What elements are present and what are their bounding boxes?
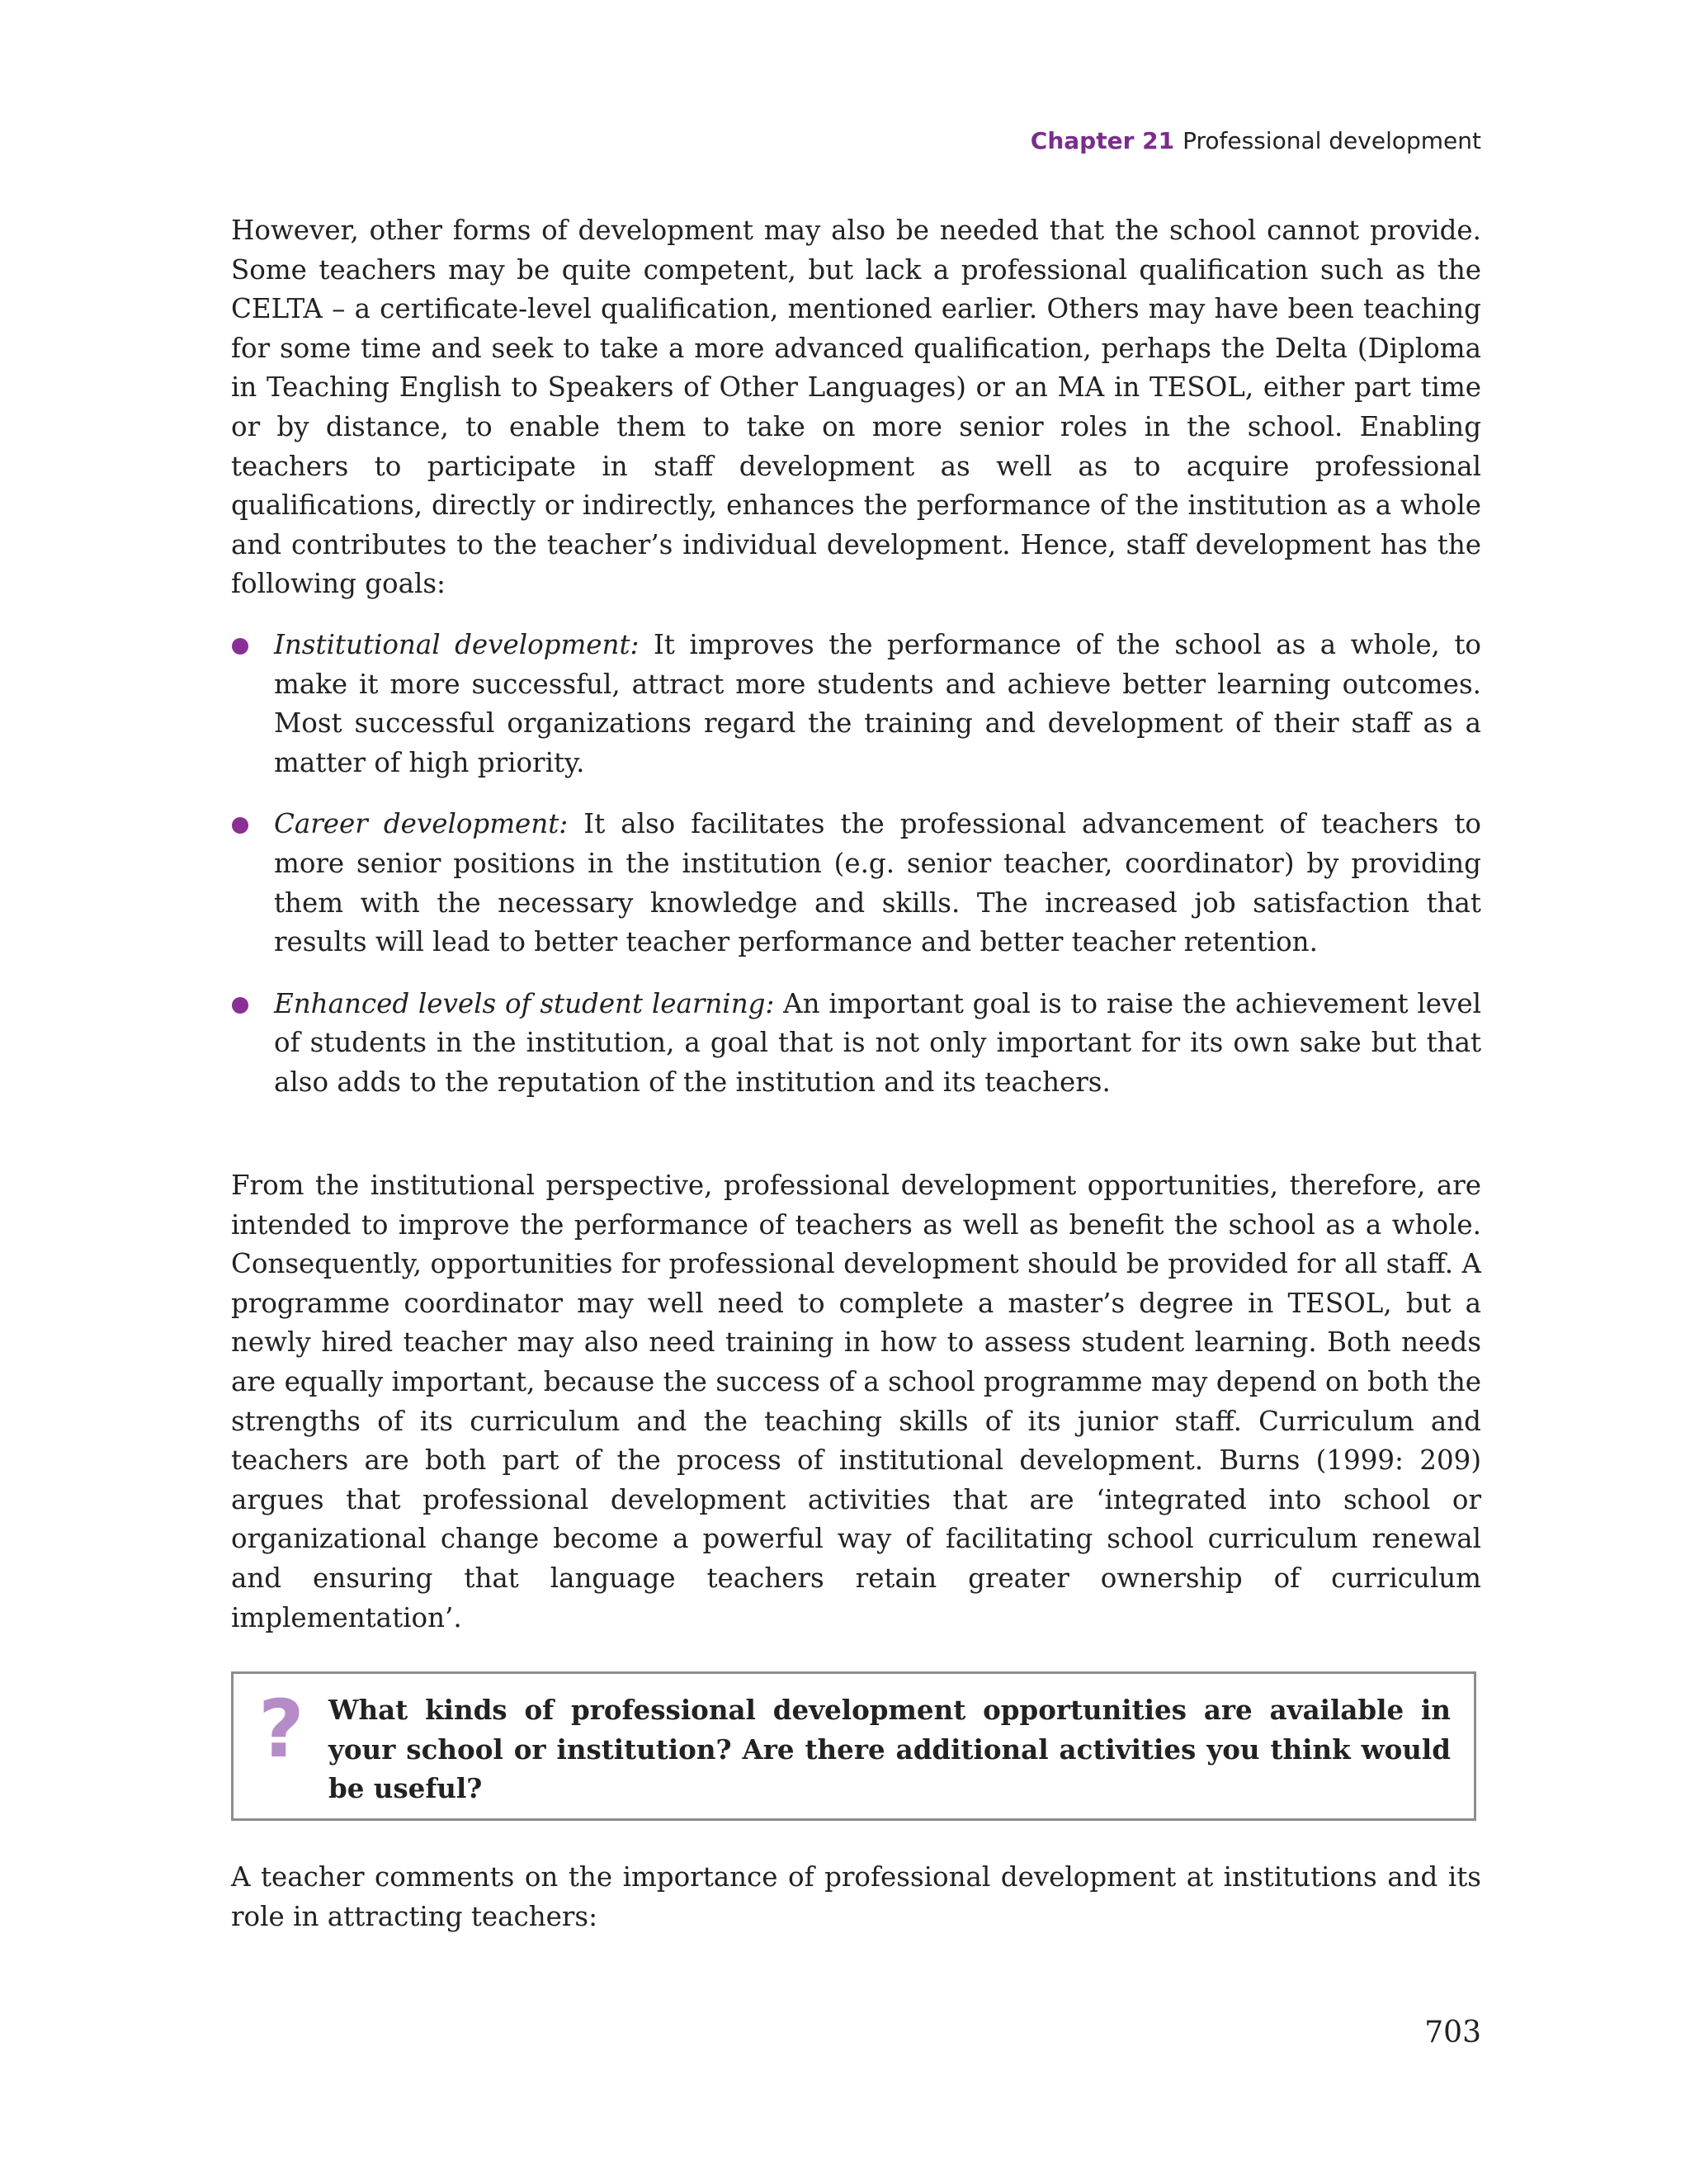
bullet-item-student-learning bbox=[231, 985, 1481, 1103]
bullet-text: An important goal is to raise the achievement level of students in the institution, a goal that is not only important for its own sake but that also adds to the reputation of the institution and its teachers. bbox=[274, 987, 1481, 1098]
bullet-item-career-development bbox=[231, 805, 1481, 962]
body-paragraph-intro: However, other forms of development may also be needed that the school cannot provide. Some teachers may be quite competent, but lack a professional qualification such as the CELTA – a certificate-level qualification, mentioned earlier. Others may have been teaching for some time and seek to take a more advanced qualification, perhaps the Delta (Diploma in Teaching English to Speakers of Other Languages) or an MA in TESOL, either part time or by distance, to enable them to take on more senior roles in the school. Enabling teachers to participate in staff development as well as to acquire professional qualifications, directly or indirectly, enhances the performance of the institution as a whole and contributes to the teacher’s individual development. Hence, staff development has the following goals: bbox=[231, 215, 1481, 600]
chapter-title: Professional development bbox=[1183, 127, 1481, 154]
reflection-question-text: What kinds of professional development opportunities are available in your school or institution? Are there additional activities you think would be useful? bbox=[328, 1694, 1451, 1805]
body-paragraph-teacher-comment: A teacher comments on the importance of professional development at institutions and its role in attracting teachers: bbox=[231, 1861, 1481, 1932]
goals-bullet-list bbox=[231, 626, 1481, 1125]
running-head bbox=[1031, 127, 1481, 154]
reflection-question-box bbox=[231, 1671, 1476, 1821]
chapter-label: Chapter 21 bbox=[1030, 127, 1175, 154]
page-number: 703 bbox=[1424, 2016, 1481, 2049]
bullet-item-institutional-development bbox=[231, 626, 1481, 782]
bullet-dot-icon bbox=[232, 817, 248, 834]
body-paragraph-institutional-perspective: From the institutional perspective, professional development opportunities, therefore, are intended to improve the performance of teachers as well as benefit the school as a whole. Consequently, opportunities for professional development should be provided for all staff. A programme coordinator may well need to complete a master’s degree in TESOL, but a newly hired teacher may also need training in how to assess student learning. Both needs are equally important, because the success of a school programme may depend on both the strengths of its curriculum and the teaching skills of its junior staff. Curriculum and teachers are both part of the process of institutional development. Burns (1999: 209) argues that professional development activities that are ‘integrated into school or organizational change become a powerful way of facilitating school curriculum renewal and ensuring that language teachers retain greater ownership of curriculum implementation’. bbox=[231, 1170, 1481, 1633]
bullet-term: Institutional development: bbox=[274, 629, 640, 660]
bullet-dot-icon bbox=[232, 997, 248, 1014]
bullet-dot-icon bbox=[232, 638, 248, 655]
book-page bbox=[231, 0, 1481, 2184]
bullet-term: Career development: bbox=[274, 808, 569, 840]
bullet-text: It improves the performance of the school as a whole, to make it more successful, attract more students and achieve better learning outcomes. Most successful organizations regard the training and development of their staff as a matter of high priority. bbox=[274, 629, 1481, 778]
bullet-term: Enhanced levels of student learning: bbox=[274, 987, 775, 1019]
bullet-text: It also facilitates the professional advancement of teachers to more senior positions in the institution (e.g. senior teacher, coordinator) by providing them with the necessary knowledge and skills. The increased job satisfaction that results will lead to better teacher performance and better teacher retention. bbox=[274, 808, 1481, 958]
question-mark-icon: ? bbox=[258, 1683, 304, 1775]
